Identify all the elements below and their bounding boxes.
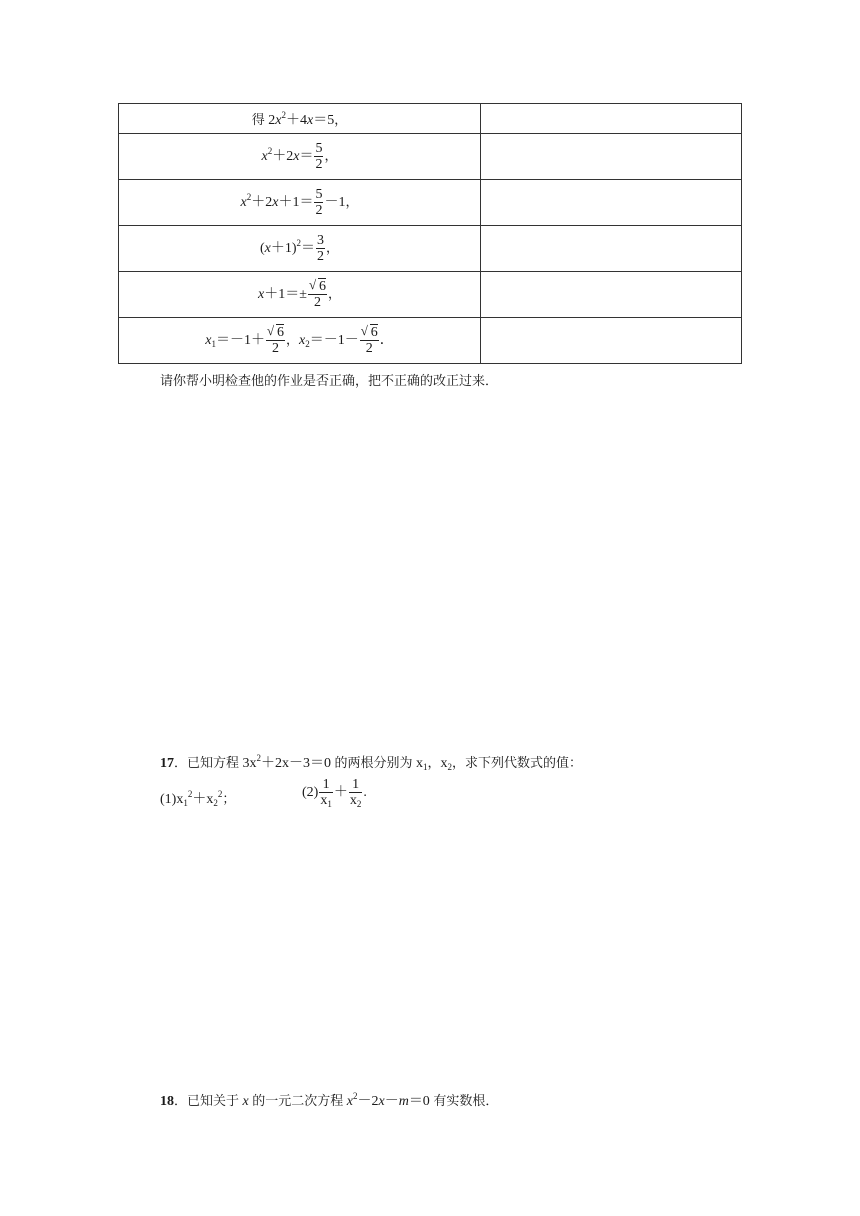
question-17-part-1: $(1)x_1^2+x_2^2$； — [160, 789, 236, 808]
instruction-text: 请你帮小明检查他的作业是否正确，把不正确的改正过来． — [160, 374, 499, 389]
table-row — [119, 272, 742, 318]
answer-cell — [481, 104, 742, 134]
question-17-stem: 17．已知方程 $3x^2+2x-3=0$ 的两根分别为 $x_1$，$x_2$，求下列代数式的值： — [160, 753, 583, 772]
table-row — [119, 134, 742, 180]
solution-table — [118, 103, 742, 364]
question-18-stem: 18．已知关于 x 的一元二次方程 $x^2-2x-m=0$ 有实数根． — [160, 1091, 499, 1109]
answer-cell — [481, 180, 742, 226]
table-row — [119, 180, 742, 226]
table-row — [119, 104, 742, 134]
answer-cell — [481, 318, 742, 364]
answer-cell — [481, 134, 742, 180]
question-number: 18 — [160, 1094, 174, 1109]
question-number: 17 — [160, 756, 174, 771]
answer-cell — [481, 226, 742, 272]
solution-step: $x^2+2x+1=$ $\frac{5}{2}$ －1， — [119, 180, 481, 226]
question-17-part-2: (2) $\frac{1}{x_1}$ ＋ $\frac{1}{x_2}$ . — [302, 777, 367, 809]
table-row — [119, 318, 742, 364]
solution-step: x＋1＝± √ $\frac{6}{2}$ ， — [119, 272, 481, 318]
solution-step: $x_1=-1+$ √ $\frac{6}{2}$ ，$x_2=-1-$ √ $\frac{6}{2}$ ． — [119, 318, 481, 364]
solution-step: $x^2+2x=$ $\frac{5}{2}$ ， — [119, 134, 481, 180]
table-row — [119, 226, 742, 272]
solution-step: 得 $2x^2+4x=5$， — [119, 104, 481, 134]
solution-step: $(x+1)^2=$ $\frac{3}{2}$ ， — [119, 226, 481, 272]
answer-cell — [481, 272, 742, 318]
